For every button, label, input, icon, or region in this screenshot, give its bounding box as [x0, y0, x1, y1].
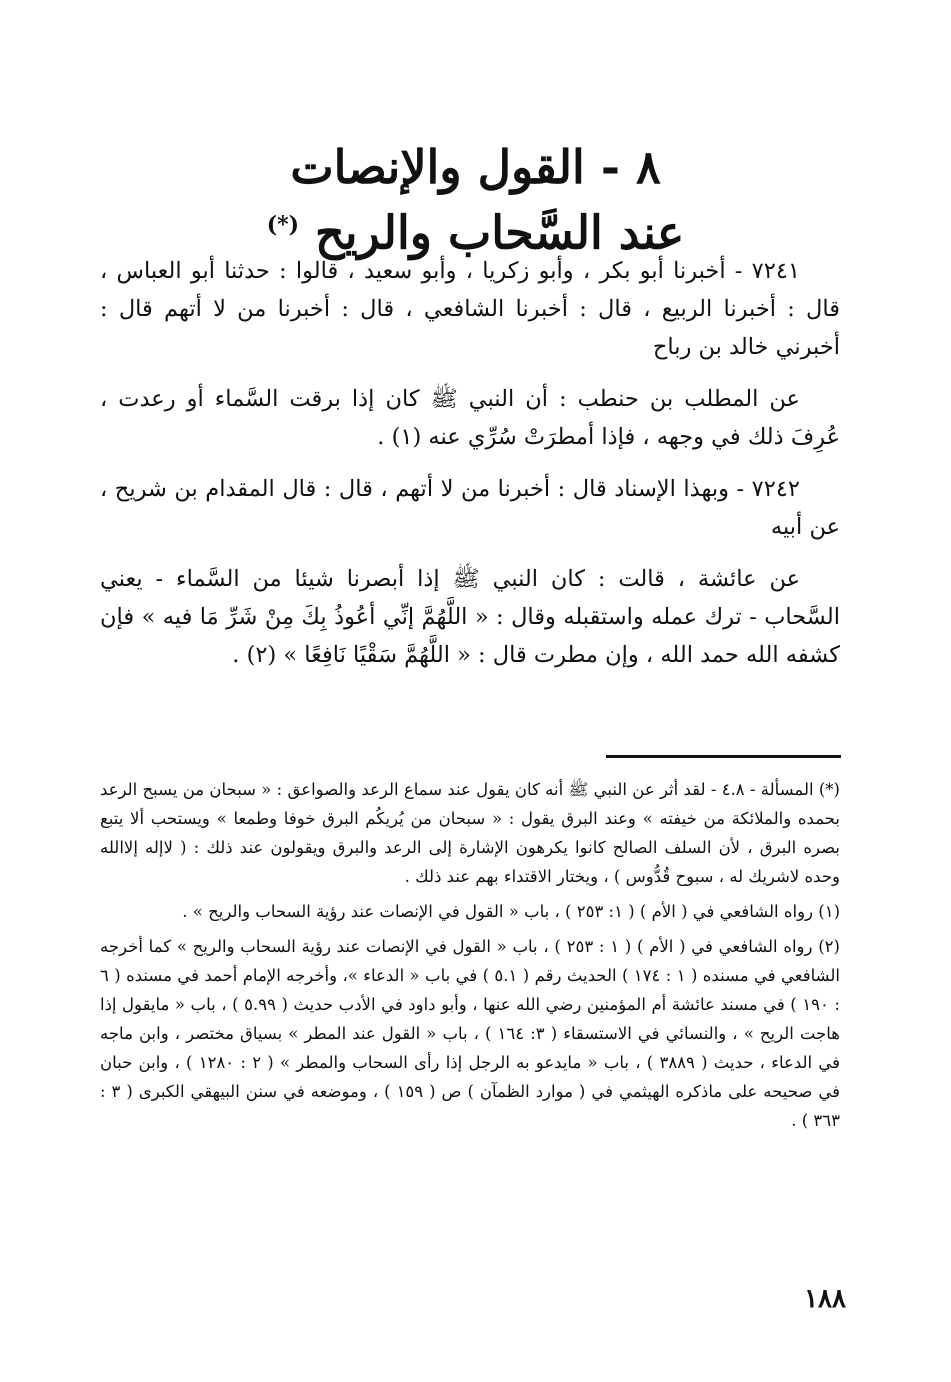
hadith-7242-matn: عن عائشة ، قالت : كان النبي ﷺ إذا أبصرنا شيئا من السَّماء - يعني السَّحاب - ترك عمله واستقبله وقال : « اللَّهُمَّ إنِّي أعُوذُ بِكَ مِنْ شَرِّ مَا فيه » فإن كشفه الله حمد الله ، وإن مطرت قال : « اللَّهُمَّ سَقْيًا نَافِعًا » (٢) .	[100, 566, 840, 668]
footnotes	[100, 775, 840, 1141]
page-number: ١٨٨	[804, 1284, 846, 1314]
hadith-7242-isnad: ٧٢٤٢ - وبهذا الإسناد قال : أخبرنا من لا أتهم ، قال : قال المقدام بن شريح ، عن أبيه	[100, 476, 840, 540]
footnote-2: (٢) رواه الشافعي في ( الأم ) ( ١ : ٢٥٣ ) ، باب « القول في الإنصات عند رؤية السحاب والريح » كما أخرجه الشافعي في مسنده ( ١ : ١٧٤ ) الحديث رقم ( ٥.١ ) في باب « الدعاء »، وأخرجه الإمام أحمد في مسنده ( ٦ : ١٩٠ ) في مسند عائشة أم المؤمنين رضي الله عنها ، وأبو داود في الأدب حديث ( ٥.٩٩ ) ، باب « مايقول إذا هاجت الريح » ، والنسائي في الاستسقاء ( ٣: ١٦٤ ) ، باب « القول عند المطر » بسياق مختصر ، وابن ماجه في الدعاء ، حديث ( ٣٨٨٩ ) ، باب « مايدعو به الرجل إذا رأى السحاب والمطر » ( ٢ : ١٢٨٠ ) ، وابن حبان في صحيحه على ماذكره الهيثمي في ( موارد الظمآن ) ص ( ١٥٩ ) ، وموضعه في سنن البيهقي الكبرى ( ٣ : ٣٦٣ ) .	[100, 937, 841, 1130]
footnote-1: (١) رواه الشافعي في ( الأم ) ( ١: ٢٥٣ ) ، باب « القول في الإنصات عند رؤية السحاب والريح » .	[182, 902, 840, 921]
footnote-star: (*) المسألة - ٤.٨ - لقد أثر عن النبي ﷺ أنه كان يقول عند سماع الرعد والصواعق : « سبحان من يسبح الرعد بحمده والملائكة من خيفته » وعند البرق يقول : « سبحان من يُريكُم البرق خوفا وطمعا » ويستحب ألا يتبع بصره البرق ، لأن السلف الصالح كانوا يكرهون الإشارة إلى الرعد والبرق ويقولون عند ذلك : ( لاإله إلاالله وحده لاشريك له ، سبوح قُدُّوس ) ، ويختار الاقتداء بهم عند ذلك .	[100, 780, 840, 886]
title-footnote-marker: (*)	[266, 212, 300, 238]
hadith-7241-matn: عن المطلب بن حنطب : أن النبي ﷺ كان إذا برقت السَّماء أو رعدت ، عُرِفَ ذلك في وجهه ، فإذا أمطرَتْ سُرِّي عنه (١) .	[100, 386, 840, 450]
footnote-divider	[606, 755, 841, 758]
hadith-7241-isnad: ٧٢٤١ - أخبرنا أبو بكر ، وأبو زكريا ، وأبو سعيد ، قالوا : حدثنا أبو العباس ، قال : أخبرنا الربيع ، قال : أخبرنا الشافعي ، قال : أخبرنا من لا أتهم قال : أخبرني خالد بن رباح	[100, 258, 840, 360]
main-text	[100, 252, 840, 674]
chapter-heading	[0, 138, 951, 261]
chapter-title-line2-text: عند السَّحاب والريح	[315, 205, 685, 260]
chapter-title-line1: ٨ - القول والإنصات	[290, 140, 661, 194]
